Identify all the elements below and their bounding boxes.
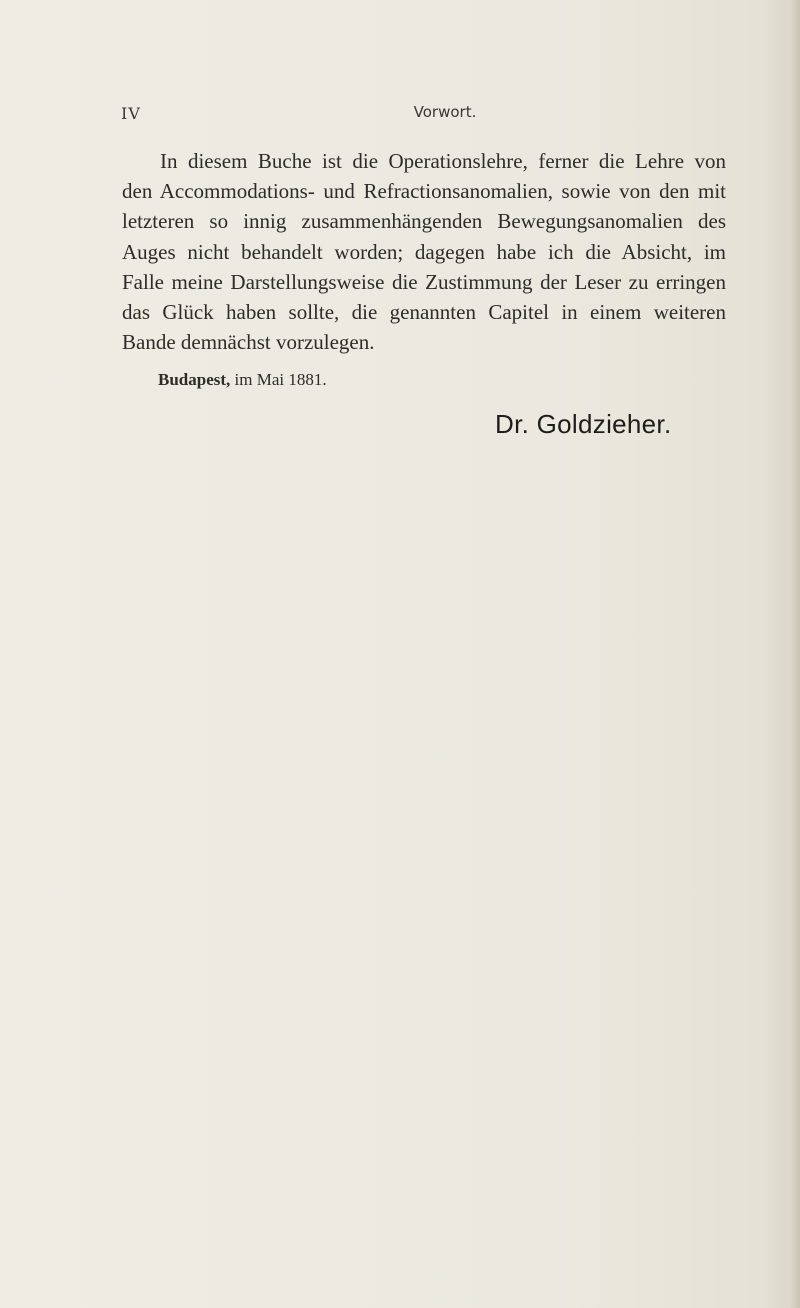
page-edge-shadow <box>790 0 800 1308</box>
dateline <box>158 370 327 390</box>
paragraph-line: Auges nicht behandelt worden; dagegen habe ich die Absicht, im <box>122 239 726 264</box>
paragraph-line: In diesem Buche ist die Operationslehre, ferner die Lehre von <box>160 149 726 173</box>
paragraph-line: Falle meine Darstellungsweise die Zustimmung der Leser zu erringen <box>122 269 726 294</box>
dateline-city: Budapest, <box>158 370 231 389</box>
preface-paragraph <box>122 146 726 357</box>
dateline-date: im Mai 1881. <box>234 370 327 389</box>
author-signature: Dr. Goldzieher. <box>495 409 672 439</box>
paragraph-line: den Accommodations- und Refractionsanomalien, sowie von den mit <box>122 179 726 204</box>
paragraph-line: das Glück haben sollte, die genannten Capitel in einem weiteren <box>122 300 726 325</box>
paragraph-line: Bande demnächst vorzulegen. <box>122 330 375 355</box>
paragraph-line: letzteren so innig zusammenhängenden Bewegungsanomalien des <box>122 209 726 234</box>
page-number: IV <box>121 104 141 123</box>
running-head: Vorwort. <box>413 103 477 121</box>
